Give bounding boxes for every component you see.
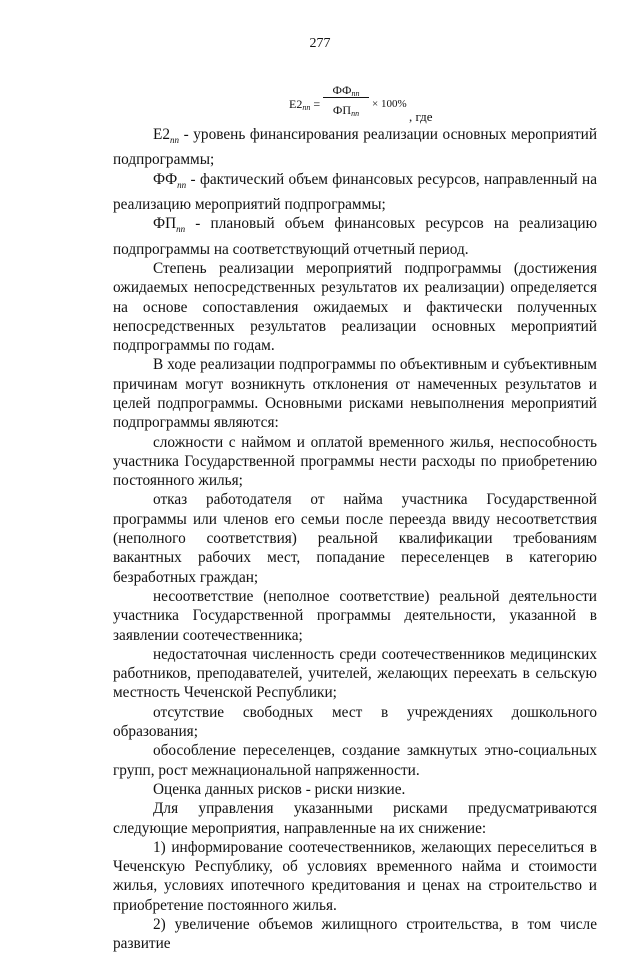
formula bbox=[289, 75, 509, 125]
formula-numerator: $ФФ_{пп}$ bbox=[332, 83, 360, 98]
paragraph: обособление переселенцев, создание замкнутых этно-социальных групп, рост межнациональной напряженности. bbox=[113, 742, 597, 779]
paragraph: 1) информирование соотечественников, желающих переселиться в Чеченскую Республику, об условиях временного найма и стоимости жилья, условиях ипотечного кредитования и ценах на строительство и приобретение постоянного жилья. bbox=[113, 838, 597, 914]
paragraph: 2) увеличение объемов жилищного строительства, в том числе развитие bbox=[113, 916, 597, 953]
formula-denominator: $ФП_{пп}$ bbox=[332, 103, 360, 118]
paragraph: несоответствие (неполное соответствие) реальной деятельности участника Государственной программы деятельности, указанной в заявлении соотечественника; bbox=[113, 587, 597, 644]
formula-multiplier: × 100% bbox=[372, 98, 407, 110]
paragraph: отсутствие свободных мест в учреждениях дошкольного образования; bbox=[113, 703, 597, 741]
definition: $ФФ_{пп}$ - фактический объем финансовых ресурсов, направленный на реализацию мероприятий подпрограммы; bbox=[113, 170, 598, 213]
definition: $ФП_{пп}$ - плановый объем финансовых ресурсов на реализацию подпрограммы на соответствующий отчетный период. bbox=[113, 215, 597, 258]
paragraph: В ходе реализации подпрограммы по объективным и субъективным причинам могут возникнуть отклонения от намеченных результатов и целей подпрограммы. Основными рисками невыполнения мероприятий подпрограммы являются: bbox=[113, 356, 597, 432]
formula-lhs: $E2_{пп}$ = bbox=[289, 97, 321, 112]
formula-where: , где bbox=[409, 109, 433, 124]
paragraph: отказ работодателя от найма участника Государственной программы или членов его семьи после переезда ввиду несоответствия (неполного соответствия) реальной квалификации требованиям вакантных рабочих мест, попадание переселенцев в категорию безработных граждан; bbox=[113, 491, 597, 586]
paragraph: Степень реализации мероприятий подпрограммы (достижения ожидаемых непосредственных результатов их реализации) определяется на основе сопоставления ожидаемых и фактически полученных непосредственных результатов реализации основных мероприятий подпрограммы по годам. bbox=[113, 259, 597, 355]
paragraph: Оценка данных рисков - риски низкие. bbox=[153, 780, 406, 798]
paragraph: сложности с наймом и оплатой временного жилья, неспособность участника Государственной программы нести расходы по приобретению постоянного жилья; bbox=[113, 433, 597, 490]
definition: $Е2_{пп}$ - уровень финансирования реализации основных мероприятий подпрограммы; bbox=[113, 126, 598, 169]
paragraph: Для управления указанными рисками предусматриваются следующие мероприятия, направленные на их снижение: bbox=[113, 800, 597, 837]
fraction-bar bbox=[323, 97, 369, 98]
document-body bbox=[113, 125, 597, 954]
paragraph: недостаточная численность среди соотечественников медицинских работников, преподавателей, учителей, желающих переехать в сельскую местность Чеченской Республики; bbox=[113, 645, 597, 702]
page-number: 277 bbox=[309, 36, 331, 51]
